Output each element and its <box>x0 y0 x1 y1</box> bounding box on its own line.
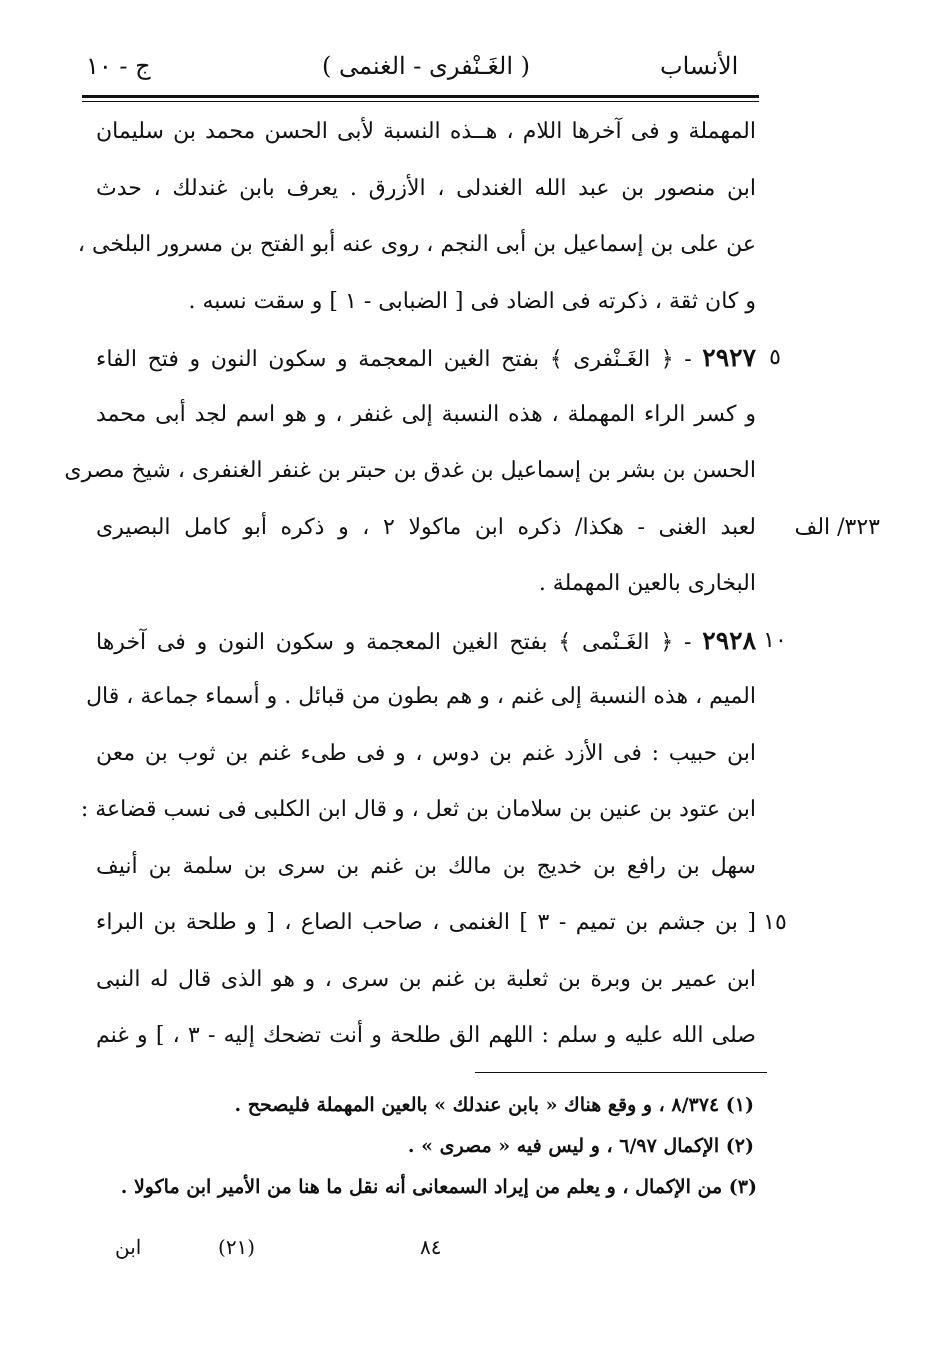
running-header-book-title: الأنساب <box>660 52 739 80</box>
text-line: ابن عتود بن عنين بن سلامان بن ثعل ، و قال ابن الكلبى فى نسب قضاعة : <box>80 797 756 822</box>
text-line: لعبد الغنى - هكذا/ ذكره ابن ماكولا ٢ ، و ذكره أبو كامل البصيرى <box>96 515 756 540</box>
text-line: الحسن بن بشر بن إسماعيل بن غدق بن حبتر بن غنفر الغنفرى ، شيخ مصرى <box>64 458 756 483</box>
text-line: و كسر الراء المهملة ، هذه النسبة إلى غنفر ، و هو اسم لجد أبى محمد <box>96 402 756 427</box>
text-line: ابن حبيب : فى الأزد غنم بن دوس ، و فى طىء غنم بن ثوب بن معن <box>96 741 756 766</box>
text-line: ٢٩٢٧ - ﴿ الغَـنْفرى ﴾ بفتح الغين المعجمة و سكون النون و فتح الفاء <box>96 343 756 372</box>
text-line: سهل بن رافع بن خديج بن مالك بن غنم بن سرى بن سلمة بن أنيف <box>96 854 756 879</box>
line-number: ١٠ <box>763 628 787 653</box>
line-number: ١٥ <box>763 910 787 935</box>
signature-mark: (٢١) <box>218 1235 256 1259</box>
footnote-rule <box>475 1072 767 1073</box>
footnote-1: (١) ٨/٣٧٤ ، و وقع هناك « بابن عندلك » بالعين المهملة فليصحح . <box>234 1094 754 1116</box>
entry-number: ٢٩٢٨ <box>702 626 756 655</box>
text-line: [ بن جشم بن تميم - ٣ ] الغنمى ، صاحب الصاع ، [ و طلحة بن البراء <box>96 910 756 935</box>
header-rule <box>82 95 759 98</box>
footnote-3: (٣) من الإكمال ، و يعلم من إيراد السمعانى أنه نقل ما هنا من الأمير ابن ماكولا . <box>120 1176 757 1198</box>
page-number: ٨٤ <box>420 1235 442 1259</box>
text-line: ٢٩٢٨ - ﴿ الغَـنْمى ﴾ بفتح الغين المعجمة و سكون النون و فى آخرها <box>96 626 756 655</box>
text-line: و كان ثقة ، ذكرته فى الضاد فى [ الضبابى - ١ ] و سقت نسبه . <box>188 289 756 314</box>
line-number: ٥ <box>769 345 781 370</box>
running-header-volume: ج - ١٠ <box>86 52 151 80</box>
text-line: المهملة و فى آخرها اللام ، هــذه النسبة لأبى الحسن محمد بن سليمان <box>96 119 756 144</box>
text-line: ابن منصور بن عبد الله الغندلى ، الأزرق . يعرف بابن غندلك ، حدث <box>96 176 756 201</box>
text-line: الميم ، هذه النسبة إلى غنم ، و هم بطون من قبائل . و أسماء جماعة ، قال <box>86 684 756 709</box>
text-line: ابن عمير بن وبرة بن ثعلبة بن غنم بن سرى ، و هو الذى قال له النبى <box>96 967 756 992</box>
catchword: ابن <box>115 1235 142 1259</box>
text-line: صلى الله عليه و سلم : اللهم الق طلحة و أنت تضحك إليه - ٣ ، ] و غنم <box>96 1023 756 1048</box>
entry-number: ٢٩٢٧ <box>702 343 756 372</box>
running-header-entries: ( الغَـنْفرى - الغنمى ) <box>322 52 531 80</box>
text-line: البخارى بالعين المهملة . <box>538 571 756 596</box>
text-line: عن على بن إسماعيل بن أبى النجم ، روى عنه أبو الفتح بن مسرور البلخى ، <box>77 232 756 257</box>
manuscript-folio-ref: ٣٢٣/ الف <box>794 515 880 540</box>
footnote-2: (٢) الإكمال ٦/٩٧ ، و ليس فيه « مصرى » . <box>407 1135 754 1157</box>
